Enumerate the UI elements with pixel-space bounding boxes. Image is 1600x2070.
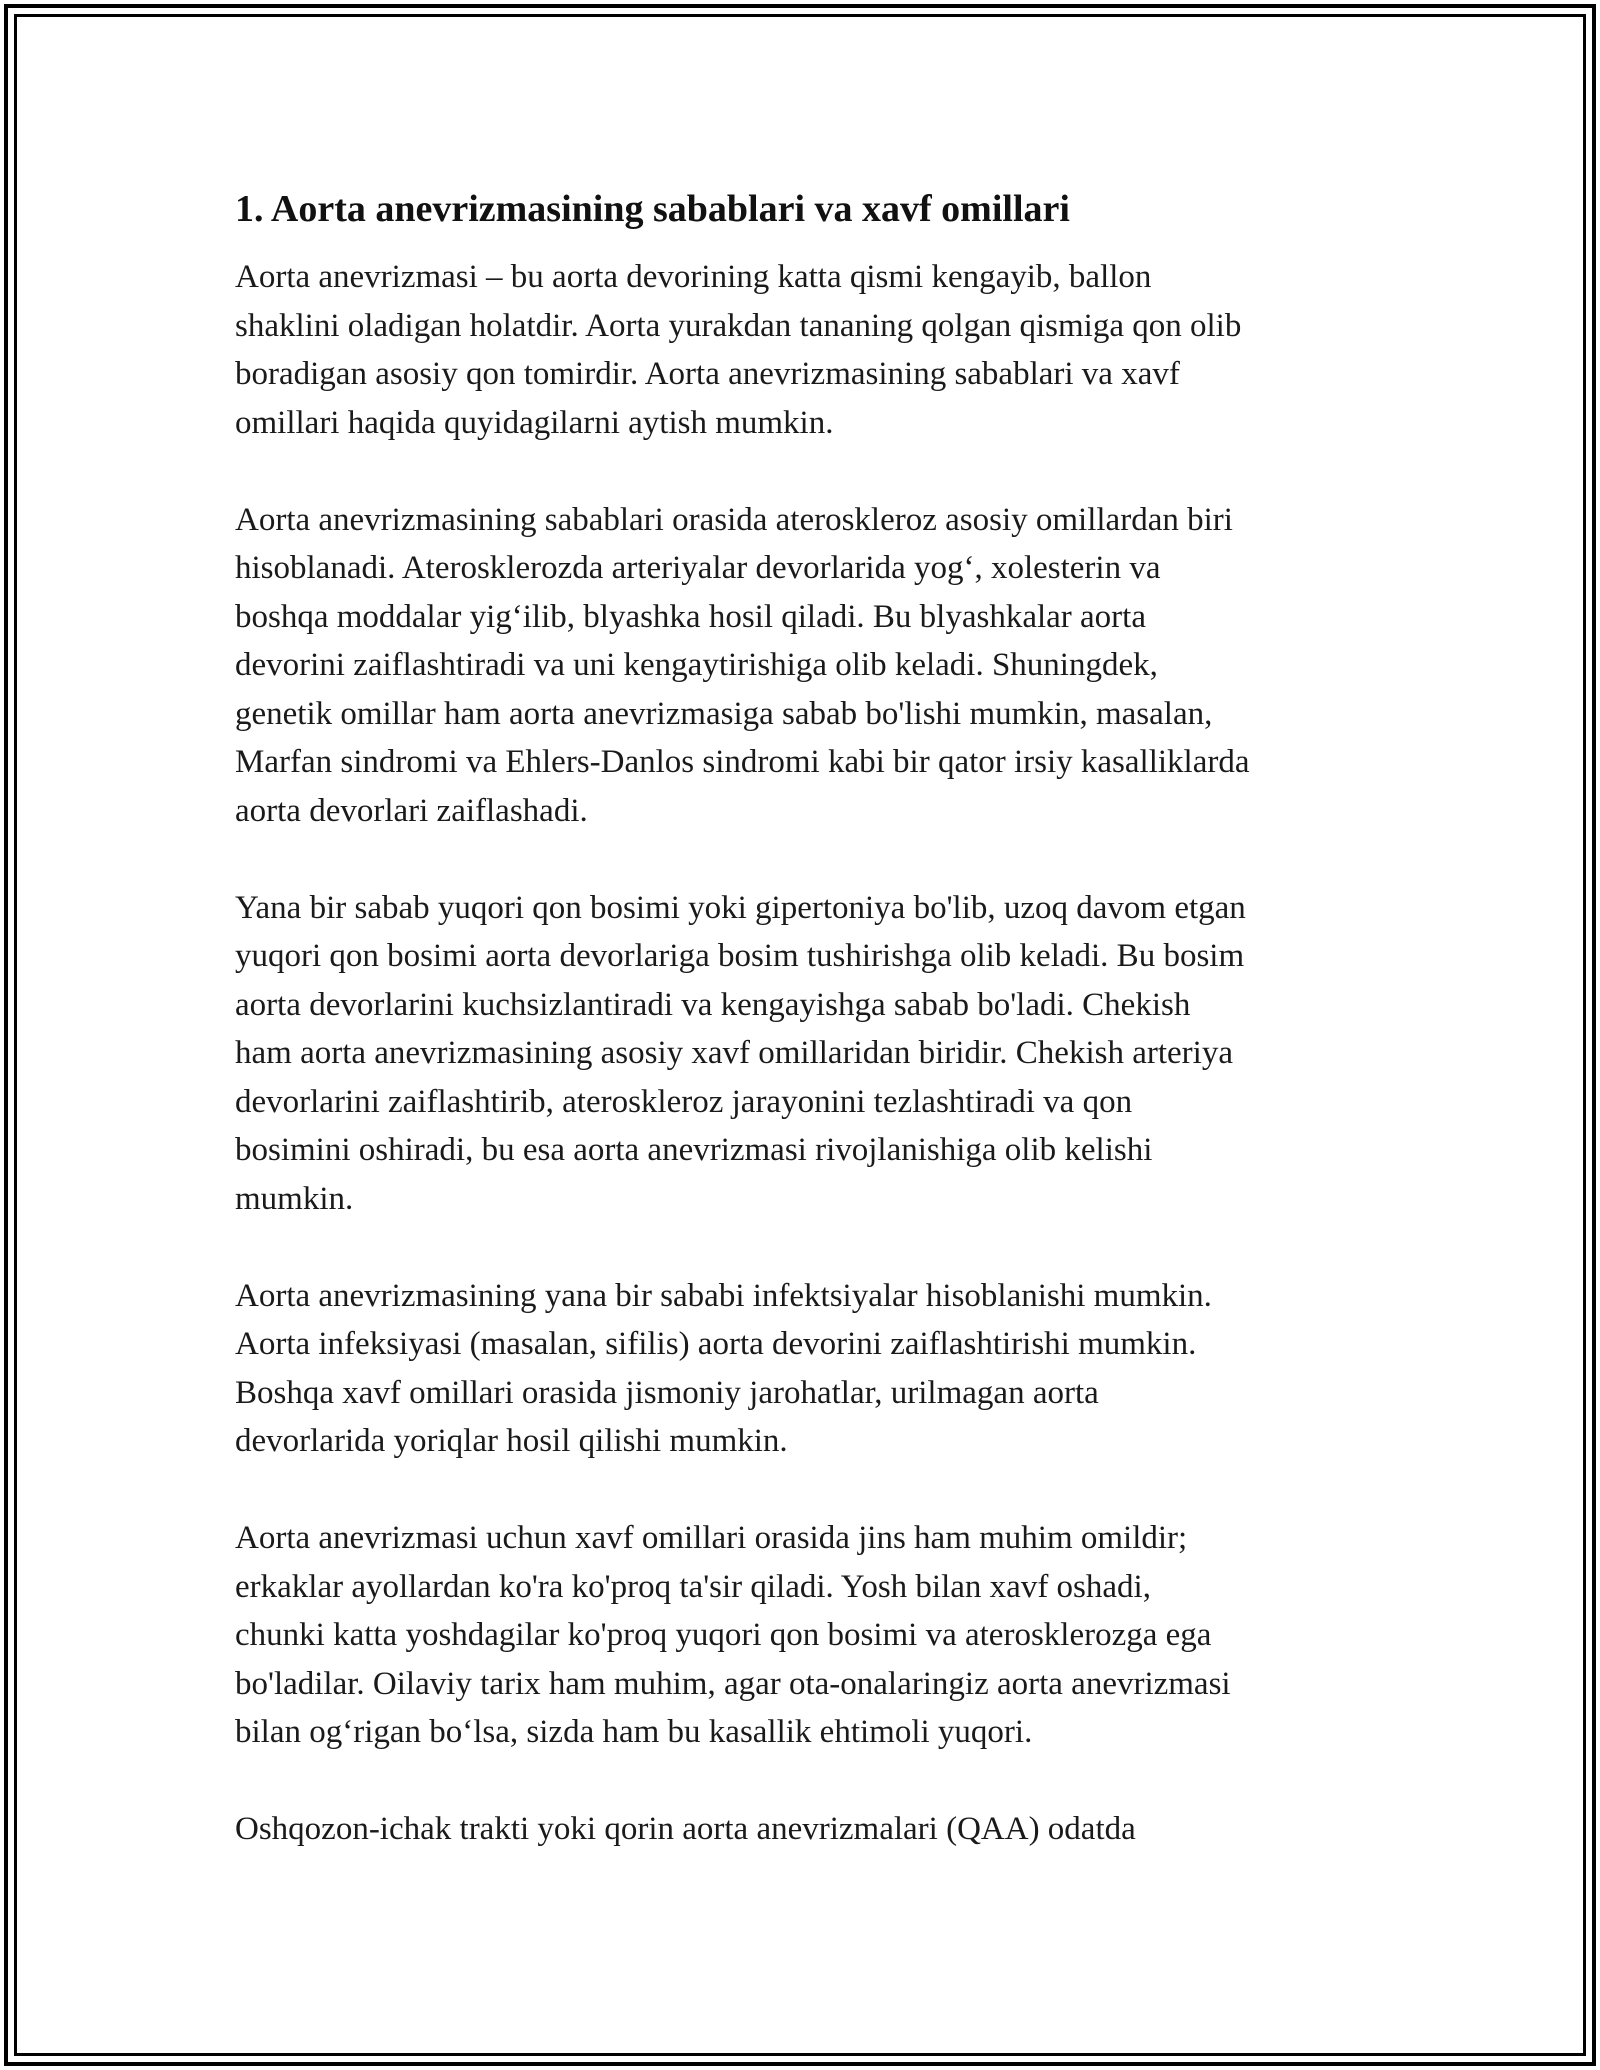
section-heading: 1. Aorta anevrizmasining sabablari va xavf omillari — [235, 188, 1070, 230]
text-line: bo'ladilar. Oilaviy tarix ham muhim, agar ota-onalaringiz aorta anevrizmasi — [235, 1665, 1231, 1702]
text-line: bosimini oshiradi, bu esa aorta anevrizmasi rivojlanishiga olib kelishi — [235, 1132, 1153, 1168]
text-line: devorini zaiflashtiradi va uni kengaytirishiga olib keladi. Shuningdek, — [235, 647, 1158, 683]
paragraph-1 — [235, 253, 1375, 447]
text-line: yuqori qon bosimi aorta devorlariga bosim tushirishga olib keladi. Bu bosim — [235, 938, 1245, 974]
text-line: mumkin. — [235, 1180, 354, 1217]
text-line: omillari haqida quyidagilarni aytish mumkin. — [235, 404, 834, 441]
text-line: genetik omillar ham aorta anevrizmasiga sabab bo'lishi mumkin, masalan, — [235, 695, 1213, 732]
text-line: hisoblanadi. Aterosklerozda arteriyalar devorlarida yog‘, xolesterin va — [235, 550, 1161, 586]
paragraph-2 — [235, 496, 1375, 836]
text-line: shaklini oladigan holatdir. Aorta yurakdan tananing qolgan qismiga qon olib — [235, 307, 1242, 344]
text-line: Aorta infeksiyasi (masalan, sifilis) aorta devorini zaiflashtirishi mumkin. — [235, 1326, 1197, 1362]
document-body — [235, 185, 1375, 1902]
paragraph-3 — [235, 884, 1375, 1224]
text-line: Marfan sindromi va Ehlers-Danlos sindromi kabi bir qator irsiy kasalliklarda — [235, 744, 1250, 780]
text-line: bilan og‘rigan bo‘lsa, sizda ham bu kasallik ehtimoli yuqori. — [235, 1714, 1033, 1750]
text-line: Aorta anevrizmasi – bu aorta devorining katta qismi kengayib, ballon — [235, 259, 1152, 295]
text-line: Oshqozon-ichak trakti yoki qorin aorta anevrizmalari (QAA) odatda — [235, 1811, 1136, 1847]
text-line: erkaklar ayollardan ko'ra ko'proq ta'sir qiladi. Yosh bilan xavf oshadi, — [235, 1568, 1151, 1605]
text-line: devorlarini zaiflashtirib, ateroskleroz jarayonini tezlashtiradi va qon — [235, 1083, 1133, 1120]
text-line: chunki katta yoshdagilar ko'proq yuqori qon bosimi va aterosklerozga ega — [235, 1617, 1212, 1653]
text-line: Aorta anevrizmasining yana bir sababi infektsiyalar hisoblanishi mumkin. — [235, 1277, 1212, 1314]
text-line: ham aorta anevrizmasining asosiy xavf omillaridan biridir. Chekish arteriya — [235, 1035, 1233, 1071]
text-line: Yana bir sabab yuqori qon bosimi yoki gipertoniya bo'lib, uzoq davom etgan — [235, 889, 1246, 926]
text-line: boshqa moddalar yig‘ilib, blyashka hosil qiladi. Bu blyashkalar aorta — [235, 598, 1146, 635]
text-line: aorta devorlarini kuchsizlantiradi va kengayishga sabab bo'ladi. Chekish — [235, 986, 1191, 1023]
paragraph-6 — [235, 1805, 1375, 1854]
text-line: Aorta anevrizmasining sabablari orasida ateroskleroz asosiy omillardan biri — [235, 501, 1233, 538]
paragraph-5 — [235, 1514, 1375, 1757]
paragraph-4 — [235, 1272, 1375, 1466]
text-line: devorlarida yoriqlar hosil qilishi mumkin. — [235, 1423, 788, 1459]
text-line: Boshqa xavf omillari orasida jismoniy jarohatlar, urilmagan aorta — [235, 1374, 1099, 1411]
text-line: aorta devorlari zaiflashadi. — [235, 792, 588, 829]
text-line: Aorta anevrizmasi uchun xavf omillari orasida jins ham muhim omildir; — [235, 1520, 1188, 1556]
text-line: boradigan asosiy qon tomirdir. Aorta anevrizmasining sabablari va xavf — [235, 356, 1180, 392]
